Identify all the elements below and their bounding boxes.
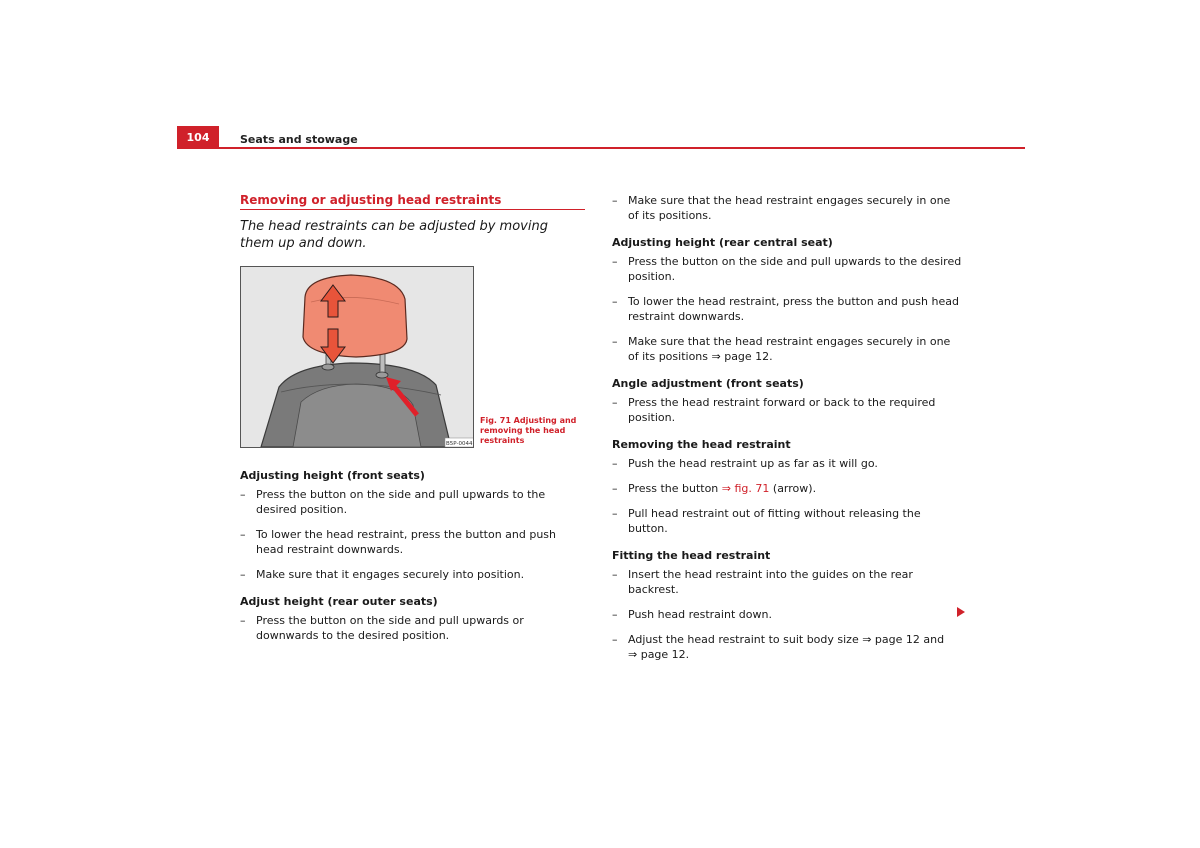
subheading-rear-outer-seats: Adjust height (rear outer seats) xyxy=(240,595,438,608)
list-item: – Press the button on the side and pull upwards to the desired position. xyxy=(612,255,962,283)
list-item: – Press the head restraint forward or back to the required position. xyxy=(612,396,936,424)
list-item: – Pull head restraint out of fitting without releasing the button. xyxy=(612,507,921,535)
subheading-removing: Removing the head restraint xyxy=(612,438,791,451)
list-item: – To lower the head restraint, press the button and push head restraint downwards. xyxy=(612,295,959,323)
header-rule xyxy=(177,147,1025,149)
figure-code: B5P-0044 xyxy=(446,441,473,447)
list-item: – To lower the head restraint, press the button and push head restraint downwards. xyxy=(240,528,557,556)
figure-reference-link[interactable]: ⇒ fig. 71 xyxy=(721,482,770,495)
head-restraint-illustration xyxy=(241,267,473,447)
running-header-title: Seats and stowage xyxy=(240,133,358,146)
subheading-fitting: Fitting the head restraint xyxy=(612,549,771,562)
section-title: Removing or adjusting head restraints xyxy=(240,193,585,210)
list-item: – Insert the head restraint into the guides on the rear backrest. xyxy=(612,568,913,596)
continue-arrow-icon xyxy=(957,607,965,617)
list-item: – Adjust the head restraint to suit body size ⇒ page 12 and ⇒ page 12. xyxy=(612,633,945,661)
page-number: 104 xyxy=(177,126,219,149)
list-item: – Make sure that the head restraint engages securely in one of its positions. xyxy=(612,194,951,222)
figure-head-restraint xyxy=(240,266,474,448)
list-item: – Press the button on the side and pull upwards or downwards to the desired position. xyxy=(240,614,524,642)
list-item: – Push the head restraint up as far as it will go. xyxy=(612,457,878,470)
figure-container xyxy=(240,266,585,448)
left-column xyxy=(240,193,585,653)
list-item: – Press the button ⇒ fig. 71 (arrow). xyxy=(612,482,817,495)
figure-caption: Fig. 71 Adjusting and removing the head restraints xyxy=(480,416,577,445)
section-intro: The head restraints can be adjusted by moving them up and down. xyxy=(240,219,548,251)
list-item: – Press the button on the side and pull upwards to the desired position. xyxy=(240,488,546,516)
subheading-angle-adjustment: Angle adjustment (front seats) xyxy=(612,377,804,390)
list-item: – Make sure that the head restraint engages securely in one of its positions ⇒ page 12. xyxy=(612,335,951,363)
subheading-rear-central-seat: Adjusting height (rear central seat) xyxy=(612,236,833,249)
list-item: – Push head restraint down. xyxy=(612,608,772,621)
right-column xyxy=(612,193,962,672)
subheading-front-seats: Adjusting height (front seats) xyxy=(240,469,425,482)
list-item: – Make sure that it engages securely into position. xyxy=(240,568,525,581)
